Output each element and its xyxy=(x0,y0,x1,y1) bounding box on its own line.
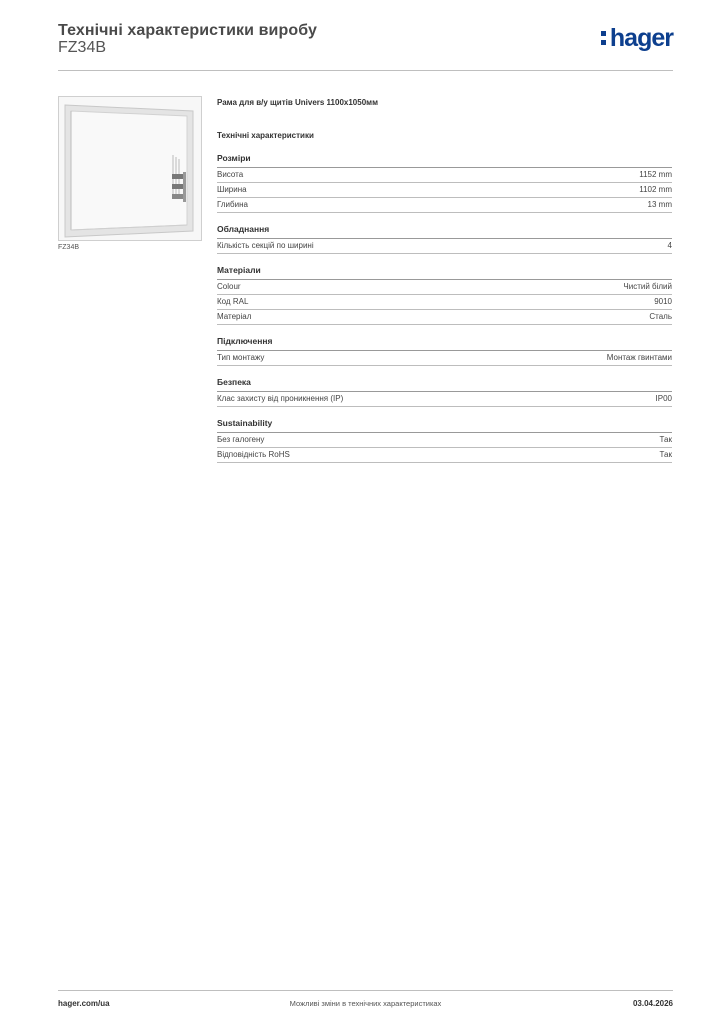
spec-group-title: Sustainability xyxy=(217,418,672,433)
spec-row xyxy=(217,295,672,310)
spec-row xyxy=(217,239,672,254)
section-heading: Технічні характеристики xyxy=(217,131,314,140)
spec-row xyxy=(217,433,672,448)
spec-label: Глибина xyxy=(217,200,248,209)
spec-value: 1102 mm xyxy=(639,185,672,194)
spec-value: 1152 mm xyxy=(639,170,672,179)
spec-label: Відповідність RoHS xyxy=(217,450,290,459)
spec-label: Тип монтажу xyxy=(217,353,265,362)
spec-value: Так xyxy=(659,435,672,444)
footer-date: 03.04.2026 xyxy=(632,999,673,1008)
product-image xyxy=(58,96,202,241)
page-title: Технічні характеристики виробу xyxy=(58,22,317,39)
product-code: FZ34B xyxy=(58,39,107,56)
spec-group-title: Безпека xyxy=(217,377,672,392)
page-footer xyxy=(58,990,673,1015)
spec-group-title: Матеріали xyxy=(217,265,672,280)
spec-label: Colour xyxy=(217,282,241,291)
page-header xyxy=(58,20,673,71)
spec-content xyxy=(217,96,672,463)
logo-dots-icon xyxy=(601,28,607,48)
spec-label: Ширина xyxy=(217,185,247,194)
spec-row xyxy=(217,351,672,366)
spec-value: Монтаж гвинтами xyxy=(606,353,672,362)
spec-groups xyxy=(217,153,672,463)
spec-value: Чистий білий xyxy=(623,282,672,291)
footer-website-link[interactable]: hager.com/ua xyxy=(58,999,110,1008)
spec-row xyxy=(217,392,672,407)
spec-label: Клас захисту від проникнення (IP) xyxy=(217,394,344,403)
frame-illustration xyxy=(59,97,201,240)
spec-row xyxy=(217,310,672,325)
hager-logo[interactable] xyxy=(601,24,673,53)
spec-label: Кількість секцій по ширині xyxy=(217,241,314,250)
spec-row xyxy=(217,183,672,198)
spec-value: IP00 xyxy=(655,394,672,403)
spec-group-title: Обладнання xyxy=(217,224,672,239)
product-name: Рама для в/у щитів Univers 1100x1050мм xyxy=(217,98,378,107)
footer-notice: Можливі зміни в технічних характеристиках xyxy=(289,999,442,1008)
spec-value: Так xyxy=(659,450,672,459)
spec-value: 13 mm xyxy=(647,200,672,209)
spec-row xyxy=(217,168,672,183)
spec-value: 9010 xyxy=(654,297,672,306)
spec-row xyxy=(217,448,672,463)
spec-row xyxy=(217,198,672,213)
spec-group-title: Розміри xyxy=(217,153,672,168)
image-caption: FZ34B xyxy=(58,244,80,251)
spec-value: 4 xyxy=(667,241,672,250)
spec-label: Матеріал xyxy=(217,312,252,321)
spec-label: Код RAL xyxy=(217,297,249,306)
spec-group-title: Підключення xyxy=(217,336,672,351)
spec-label: Без галогену xyxy=(217,435,265,444)
logo-text: hager xyxy=(609,24,673,52)
spec-label: Висота xyxy=(217,170,244,179)
spec-row xyxy=(217,280,672,295)
spec-value: Сталь xyxy=(649,312,672,321)
